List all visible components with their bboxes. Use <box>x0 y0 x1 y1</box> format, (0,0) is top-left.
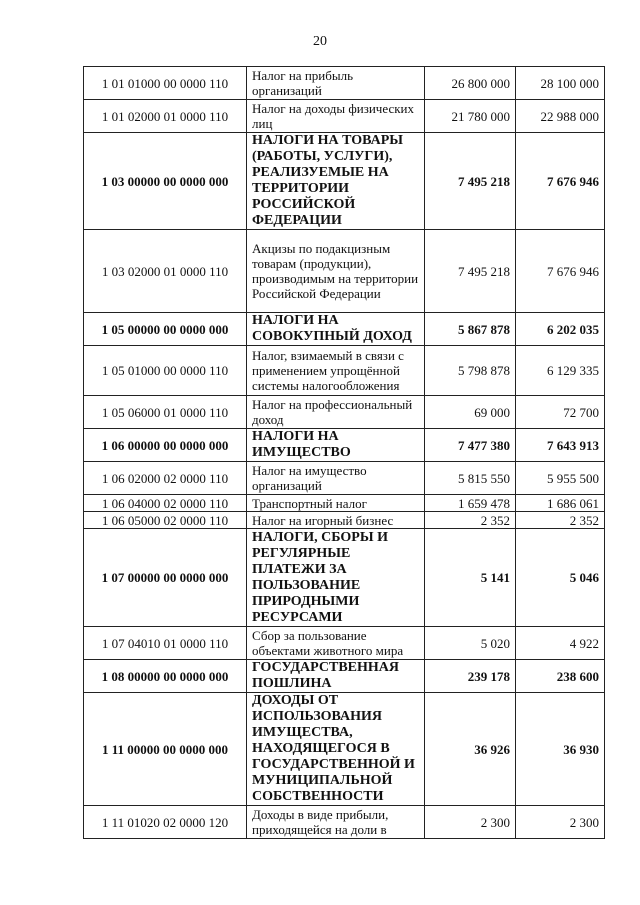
row-value-year1: 7 477 380 <box>425 429 516 462</box>
row-name: Транспортный налог <box>247 495 425 512</box>
row-code: 1 05 06000 01 0000 110 <box>84 396 247 429</box>
row-value-year1: 7 495 218 <box>425 230 516 313</box>
row-value-year2: 36 930 <box>516 693 605 806</box>
row-name: НАЛОГИ, СБОРЫ И РЕГУЛЯРНЫЕ ПЛАТЕЖИ ЗА ПОЛЬЗОВАНИЕ ПРИРОДНЫМИ РЕСУРСАМИ <box>247 529 425 627</box>
row-value-year1: 1 659 478 <box>425 495 516 512</box>
table-row <box>84 230 605 313</box>
page-number: 20 <box>313 34 327 49</box>
row-value-year2: 7 676 946 <box>516 133 605 230</box>
row-name: Акцизы по подакцизным товарам (продукции), производимым на территории Российской Федерации <box>247 230 425 313</box>
row-value-year2: 5 955 500 <box>516 462 605 495</box>
row-value-year2: 6 202 035 <box>516 313 605 346</box>
row-value-year2: 22 988 000 <box>516 100 605 133</box>
revenue-table <box>83 66 605 839</box>
row-value-year2: 7 643 913 <box>516 429 605 462</box>
row-value-year2: 6 129 335 <box>516 346 605 396</box>
row-name: Налог на имущество организаций <box>247 462 425 495</box>
row-value-year1: 7 495 218 <box>425 133 516 230</box>
row-code: 1 07 00000 00 0000 000 <box>84 529 247 627</box>
table-row <box>84 512 605 529</box>
row-value-year1: 26 800 000 <box>425 67 516 100</box>
row-value-year1: 239 178 <box>425 660 516 693</box>
table-row <box>84 396 605 429</box>
row-code: 1 03 02000 01 0000 110 <box>84 230 247 313</box>
row-value-year1: 5 020 <box>425 627 516 660</box>
table-row <box>84 313 605 346</box>
row-name: Налог на игорный бизнес <box>247 512 425 529</box>
row-value-year2: 7 676 946 <box>516 230 605 313</box>
row-value-year1: 69 000 <box>425 396 516 429</box>
row-value-year2: 2 300 <box>516 806 605 839</box>
row-name: Доходы в виде прибыли, приходящейся на доли в <box>247 806 425 839</box>
row-code: 1 06 04000 02 0000 110 <box>84 495 247 512</box>
row-value-year1: 21 780 000 <box>425 100 516 133</box>
row-value-year1: 5 815 550 <box>425 462 516 495</box>
row-name: Налог на профессиональный доход <box>247 396 425 429</box>
row-name: Налог, взимаемый в связи с применением упрощённой системы налогообложения <box>247 346 425 396</box>
row-name: Сбор за пользование объектами животного мира <box>247 627 425 660</box>
row-name: Налог на прибыль организаций <box>247 67 425 100</box>
row-value-year2: 4 922 <box>516 627 605 660</box>
table-row <box>84 462 605 495</box>
row-name: Налог на доходы физических лиц <box>247 100 425 133</box>
row-value-year1: 2 300 <box>425 806 516 839</box>
row-value-year2: 1 686 061 <box>516 495 605 512</box>
table-row <box>84 67 605 100</box>
table-row <box>84 495 605 512</box>
row-value-year2: 5 046 <box>516 529 605 627</box>
row-value-year2: 238 600 <box>516 660 605 693</box>
row-code: 1 05 01000 00 0000 110 <box>84 346 247 396</box>
table-row <box>84 806 605 839</box>
row-code: 1 11 01020 02 0000 120 <box>84 806 247 839</box>
row-code: 1 03 00000 00 0000 000 <box>84 133 247 230</box>
row-value-year2: 2 352 <box>516 512 605 529</box>
table-row <box>84 346 605 396</box>
row-name: НАЛОГИ НА ТОВАРЫ (РАБОТЫ, УСЛУГИ), РЕАЛИЗУЕМЫЕ НА ТЕРРИТОРИИ РОССИЙСКОЙ ФЕДЕРАЦИИ <box>247 133 425 230</box>
row-value-year1: 5 141 <box>425 529 516 627</box>
table-row <box>84 100 605 133</box>
row-code: 1 06 00000 00 0000 000 <box>84 429 247 462</box>
row-name: НАЛОГИ НА ИМУЩЕСТВО <box>247 429 425 462</box>
row-name: ДОХОДЫ ОТ ИСПОЛЬЗОВАНИЯ ИМУЩЕСТВА, НАХОДЯЩЕГОСЯ В ГОСУДАРСТВЕННОЙ И МУНИЦИПАЛЬНОЙ СОБСТВЕННОСТИ <box>247 693 425 806</box>
row-value-year2: 28 100 000 <box>516 67 605 100</box>
row-name: НАЛОГИ НА СОВОКУПНЫЙ ДОХОД <box>247 313 425 346</box>
row-code: 1 05 00000 00 0000 000 <box>84 313 247 346</box>
row-code: 1 06 05000 02 0000 110 <box>84 512 247 529</box>
row-code: 1 01 01000 00 0000 110 <box>84 67 247 100</box>
table-row <box>84 429 605 462</box>
row-code: 1 06 02000 02 0000 110 <box>84 462 247 495</box>
row-value-year1: 2 352 <box>425 512 516 529</box>
row-value-year1: 5 798 878 <box>425 346 516 396</box>
row-value-year2: 72 700 <box>516 396 605 429</box>
table-row <box>84 529 605 627</box>
row-code: 1 07 04010 01 0000 110 <box>84 627 247 660</box>
table-row <box>84 133 605 230</box>
table-row <box>84 660 605 693</box>
row-value-year1: 5 867 878 <box>425 313 516 346</box>
row-code: 1 08 00000 00 0000 000 <box>84 660 247 693</box>
table-row <box>84 693 605 806</box>
row-value-year1: 36 926 <box>425 693 516 806</box>
row-code: 1 01 02000 01 0000 110 <box>84 100 247 133</box>
table-row <box>84 627 605 660</box>
row-code: 1 11 00000 00 0000 000 <box>84 693 247 806</box>
row-name: ГОСУДАРСТВЕННАЯ ПОШЛИНА <box>247 660 425 693</box>
